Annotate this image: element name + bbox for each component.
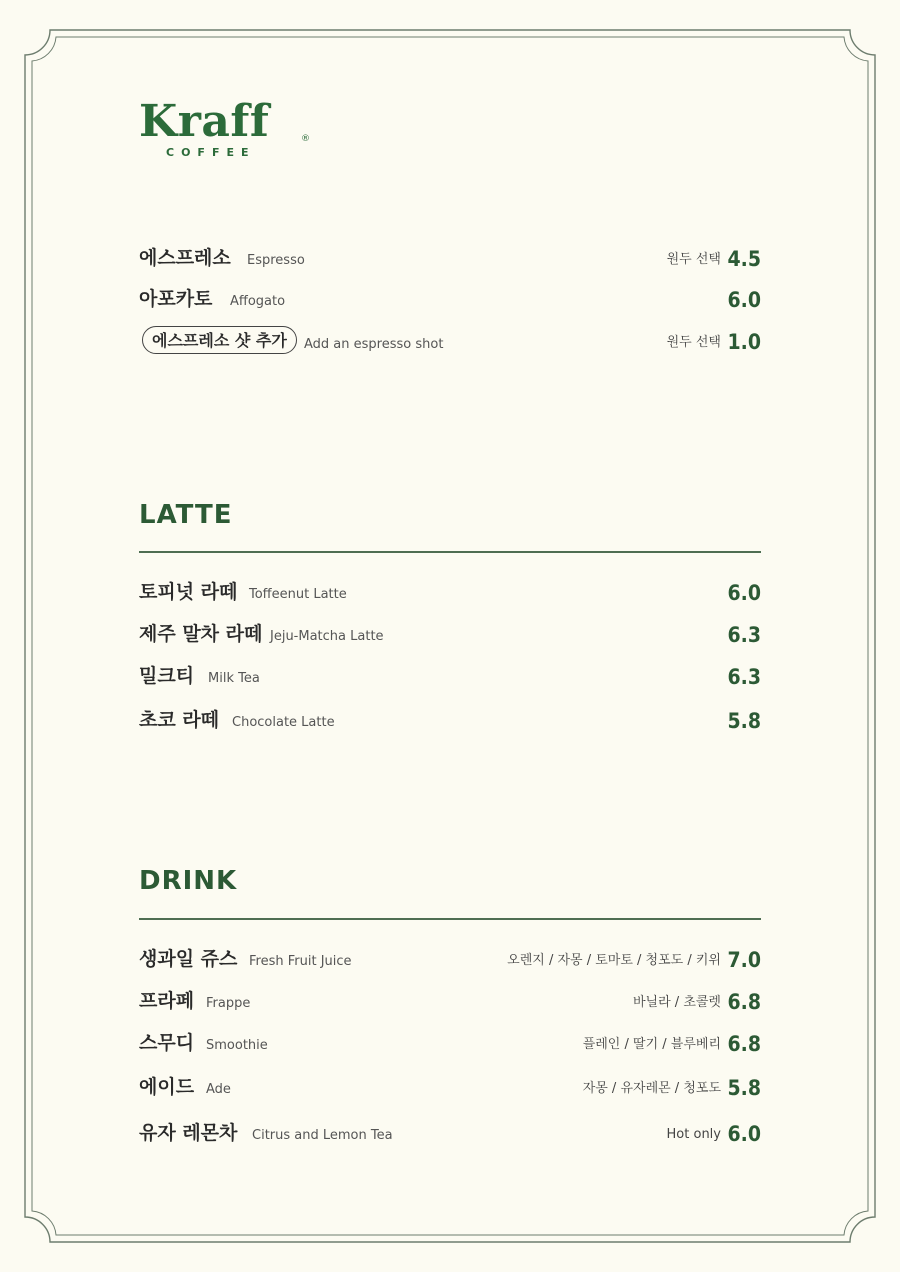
item-price: 6.8 [727, 990, 761, 1014]
item-price: 6.0 [727, 288, 761, 312]
menu-item-ade [139, 1072, 761, 1102]
menu-item-fresh-fruit-juice [139, 944, 761, 974]
item-name-en: Chocolate Latte [232, 715, 335, 730]
item-option: Hot only [666, 1127, 721, 1142]
item-option: 오렌지 / 자몽 / 토마토 / 청포도 / 키위 [507, 953, 721, 968]
item-name-ko: 유자 레몬차 [139, 1122, 238, 1144]
item-price: 6.3 [727, 623, 761, 647]
item-price: 5.8 [727, 709, 761, 733]
item-name-en: Fresh Fruit Juice [249, 954, 352, 969]
item-name-en: Frappe [206, 996, 251, 1011]
menu-item-toffeenut-latte [139, 577, 761, 607]
item-name-en: Add an espresso shot [304, 337, 444, 352]
menu-item-milk-tea [139, 661, 761, 691]
item-name-en: Affogato [230, 294, 286, 309]
menu-item-espresso-shot [139, 326, 761, 356]
logo-wordmark: Kraff [139, 96, 270, 147]
item-price: 1.0 [727, 330, 761, 354]
item-name-en: Smoothie [206, 1038, 268, 1053]
item-option: 원두 선택 [666, 252, 721, 267]
menu-item-espresso [139, 243, 761, 273]
item-name-en: Jeju-Matcha Latte [270, 629, 384, 644]
item-name-ko: 에이드 [139, 1076, 195, 1098]
item-name-ko: 토피넛 라떼 [139, 581, 238, 603]
item-name-en: Toffeenut Latte [249, 587, 347, 602]
logo-subtitle: COFFEE [166, 146, 256, 159]
item-price: 6.3 [727, 665, 761, 689]
section-title-latte: LATTE [139, 500, 233, 530]
kraff-coffee-logo [139, 96, 339, 170]
item-name-en: Espresso [247, 253, 305, 268]
registered-mark: ® [301, 134, 310, 144]
menu-item-chocolate-latte [139, 705, 761, 735]
section-divider [139, 918, 761, 920]
item-option: 바닐라 / 초콜렛 [633, 995, 721, 1010]
item-price: 5.8 [727, 1076, 761, 1100]
menu-item-jeju-matcha-latte [139, 619, 761, 649]
item-option: 자몽 / 유자레몬 / 청포도 [582, 1081, 721, 1096]
item-price: 6.0 [727, 1122, 761, 1146]
item-name-en: Milk Tea [208, 671, 260, 686]
item-price: 6.8 [727, 1032, 761, 1056]
menu-item-frappe [139, 986, 761, 1016]
item-name-ko: 초코 라떼 [139, 709, 220, 731]
item-name-en: Citrus and Lemon Tea [252, 1128, 393, 1143]
item-name-ko: 아포카토 [139, 288, 213, 310]
item-option: 원두 선택 [666, 335, 721, 350]
item-name-ko: 밀크티 [139, 665, 195, 687]
menu-item-affogato [139, 284, 761, 314]
item-name-ko: 에스프레소 [139, 247, 231, 269]
item-name-ko: 스무디 [139, 1032, 195, 1054]
item-name-ko: 생과일 쥬스 [139, 948, 238, 970]
item-name-ko: 프라페 [139, 990, 195, 1012]
item-name-en: Ade [206, 1082, 231, 1097]
menu-item-smoothie [139, 1028, 761, 1058]
item-option: 플레인 / 딸기 / 블루베리 [582, 1037, 721, 1052]
section-title-drink: DRINK [139, 866, 238, 896]
item-price: 4.5 [727, 247, 761, 271]
item-price: 7.0 [727, 948, 761, 972]
item-name-ko: 제주 말차 라떼 [139, 623, 263, 645]
menu-item-citrus-lemon-tea [139, 1118, 761, 1148]
item-name-ko-pill: 에스프레소 샷 추가 [142, 326, 297, 354]
section-divider [139, 551, 761, 553]
item-price: 6.0 [727, 581, 761, 605]
